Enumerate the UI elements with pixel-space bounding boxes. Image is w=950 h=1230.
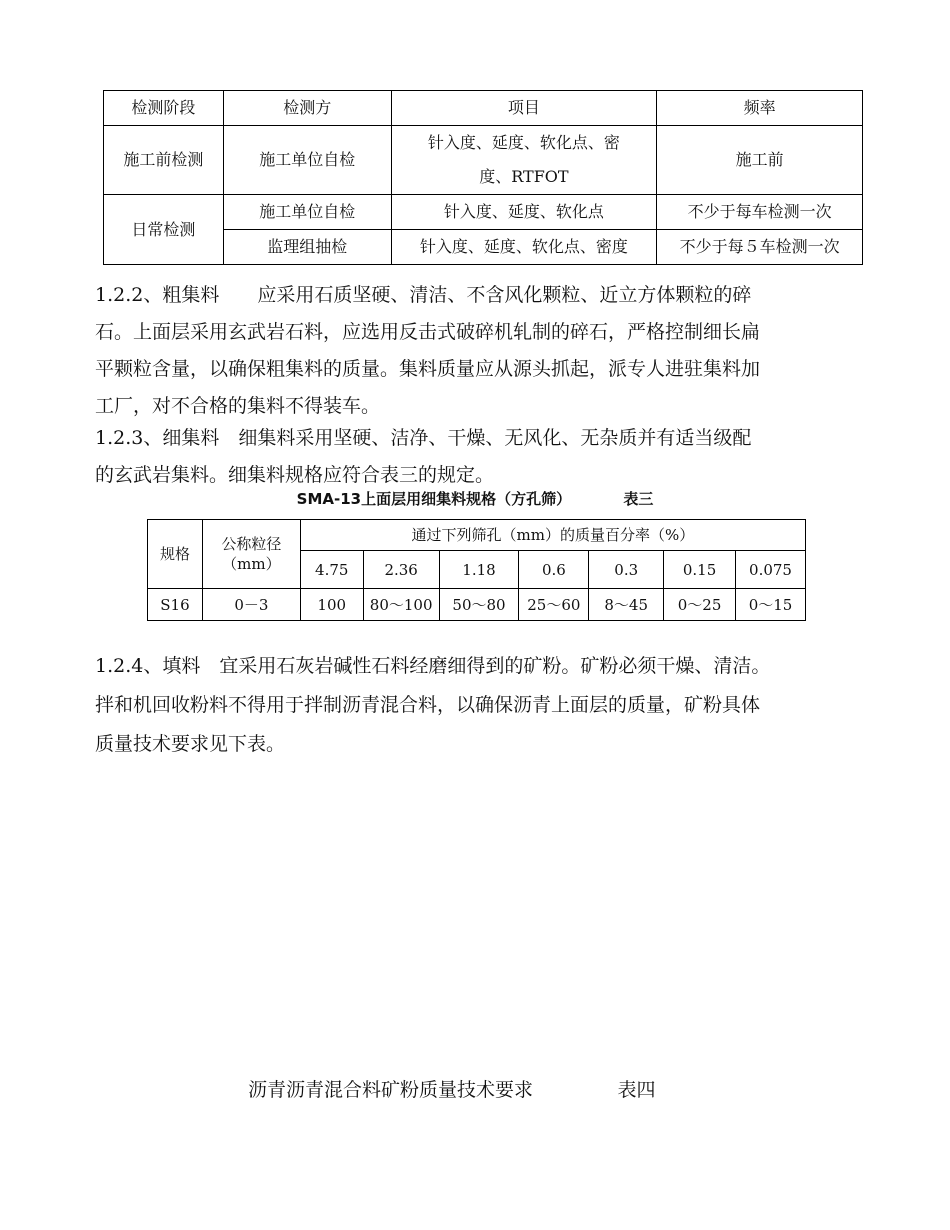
table-row	[104, 126, 863, 195]
header-line: （mm）	[222, 555, 281, 573]
frequency-cell: 不少于每５车检测一次	[657, 230, 863, 265]
sieve-cell: 0.075	[736, 551, 806, 589]
text-line: 拌和机回收粉料不得用于拌制沥青混合料，以确保沥青上面层的质量，矿粉具体	[95, 694, 761, 716]
value-cell: 25～60	[519, 589, 589, 621]
value-cell: 100	[300, 589, 363, 621]
text-line: 质量技术要求见下表。	[95, 733, 286, 755]
fine-aggregate-paragraph	[95, 420, 865, 494]
value-cell: 0～15	[736, 589, 806, 621]
header-cell: 频率	[657, 91, 863, 126]
table-header-row	[104, 91, 863, 126]
text-line: 1.2.3、细集料 细集料采用坚硬、洁净、干燥、无风化、无杂质并有适当级配	[95, 427, 752, 449]
header-cell: 检测方	[223, 91, 391, 126]
text-line: 工厂，对不合格的集料不得装车。	[95, 395, 381, 417]
filler-paragraph	[95, 647, 895, 764]
item-line: 度、RTFOT	[479, 167, 569, 186]
header-cell: 项目	[391, 91, 657, 126]
coarse-aggregate-paragraph	[95, 277, 865, 425]
table-4-caption: 沥青沥青混合料矿粉质量技术要求 表四	[248, 1079, 656, 1101]
party-cell: 施工单位自检	[223, 195, 391, 230]
text-line: 石。上面层采用玄武岩石料，应选用反击式破碎机轧制的碎石，严格控制细长扁	[95, 321, 761, 343]
nominal-size-cell: 0－3	[202, 589, 300, 621]
passing-percent-header: 通过下列筛孔（mm）的质量百分率（%）	[300, 520, 805, 551]
sieve-cell: 0.3	[589, 551, 664, 589]
spec-cell: S16	[148, 589, 203, 621]
item-cell	[391, 126, 657, 195]
sieve-cell: 0.6	[519, 551, 589, 589]
text-line: 1.2.2、粗集料 应采用石质坚硬、清洁、不含风化颗粒、近立方体颗粒的碎	[95, 284, 752, 306]
sieve-cell: 1.18	[439, 551, 519, 589]
sieve-cell: 4.75	[300, 551, 363, 589]
nominal-size-header	[202, 520, 300, 589]
fine-aggregate-table	[147, 519, 806, 621]
item-line: 针入度、延度、软化点、密	[427, 133, 620, 152]
table-header-row	[148, 520, 806, 551]
value-cell: 0～25	[664, 589, 736, 621]
party-cell: 施工单位自检	[223, 126, 391, 195]
header-line: 公称粒径	[221, 535, 282, 553]
table-3-caption: SMA-13上面层用细集料规格（方孔筛） 表三	[296, 490, 654, 508]
value-cell: 50～80	[439, 589, 519, 621]
table-row	[104, 195, 863, 230]
frequency-cell: 不少于每车检测一次	[657, 195, 863, 230]
item-cell: 针入度、延度、软化点	[391, 195, 657, 230]
stage-cell: 日常检测	[104, 195, 224, 265]
value-cell: 80～100	[363, 589, 439, 621]
party-cell: 监理组抽检	[223, 230, 391, 265]
text-line: 1.2.4、填料 宜采用石灰岩碱性石料经磨细得到的矿粉。矿粉必须干燥、清洁。	[95, 655, 771, 677]
frequency-cell: 施工前	[657, 126, 863, 195]
text-line: 平颗粒含量，以确保粗集料的质量。集料质量应从源头抓起，派专人进驻集料加	[95, 358, 761, 380]
sieve-cell: 0.15	[664, 551, 736, 589]
spec-header: 规格	[148, 520, 203, 589]
inspection-table	[103, 90, 863, 265]
sieve-cell: 2.36	[363, 551, 439, 589]
stage-cell: 施工前检测	[104, 126, 224, 195]
header-cell: 检测阶段	[104, 91, 224, 126]
value-cell: 8～45	[589, 589, 664, 621]
table-row	[148, 589, 806, 621]
item-cell: 针入度、延度、软化点、密度	[391, 230, 657, 265]
text-line: 的玄武岩集料。细集料规格应符合表三的规定。	[95, 464, 495, 486]
